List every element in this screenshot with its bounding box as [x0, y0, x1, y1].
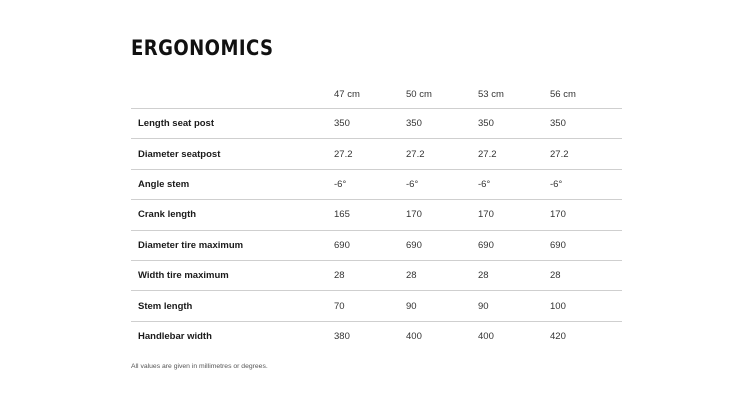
header-row — [131, 80, 622, 109]
table-cell: 90 — [406, 300, 417, 312]
column-header: 53 cm — [478, 88, 504, 100]
row-label: Handlebar width — [138, 330, 212, 342]
table-row — [131, 321, 622, 351]
table-cell: 350 — [478, 118, 494, 130]
ergonomics-table — [131, 80, 622, 351]
table-cell: 420 — [550, 330, 566, 342]
page-title: ERGONOMICS — [131, 36, 274, 60]
row-label: Width tire maximum — [138, 270, 229, 282]
table-row — [131, 169, 622, 199]
row-label: Angle stem — [138, 178, 190, 190]
table-row — [131, 139, 622, 169]
table-row — [131, 291, 622, 321]
row-label: Length seat post — [138, 118, 215, 130]
table-cell: -6° — [550, 178, 563, 190]
table-row — [131, 109, 622, 139]
table-cell: 170 — [478, 209, 494, 221]
table-cell: 170 — [550, 209, 566, 221]
table-cell: 27.2 — [334, 148, 353, 160]
table-cell: 400 — [406, 330, 422, 342]
table-cell: -6° — [478, 178, 491, 190]
table-row — [131, 260, 622, 290]
table-cell: 690 — [550, 239, 566, 251]
table-cell: 380 — [334, 330, 350, 342]
column-header: 50 cm — [406, 88, 432, 100]
column-header: 56 cm — [550, 88, 576, 100]
table-cell: 690 — [478, 239, 494, 251]
table-cell: 690 — [334, 239, 350, 251]
table-cell: 27.2 — [406, 148, 425, 160]
table-cell: 100 — [550, 300, 566, 312]
table-row — [131, 200, 622, 230]
row-label: Crank length — [138, 209, 197, 221]
table-cell: -6° — [406, 178, 419, 190]
table-cell: 90 — [478, 300, 489, 312]
row-label: Stem length — [138, 300, 193, 312]
table-cell: 27.2 — [478, 148, 497, 160]
table-cell: 70 — [334, 300, 345, 312]
header-empty-cell — [131, 80, 334, 109]
table-cell: 27.2 — [550, 148, 569, 160]
table-cell: 170 — [406, 209, 422, 221]
footnote: All values are given in millimetres or degrees. — [131, 363, 268, 370]
column-header: 47 cm — [334, 88, 360, 100]
table-cell: 28 — [478, 270, 489, 282]
row-label: Diameter seatpost — [138, 148, 221, 160]
table-cell: 350 — [406, 118, 422, 130]
row-label: Diameter tire maximum — [138, 239, 244, 251]
table-cell: 165 — [334, 209, 350, 221]
table-cell: 28 — [406, 270, 417, 282]
table-cell: 28 — [334, 270, 345, 282]
table-cell: 350 — [334, 118, 350, 130]
table-cell: 350 — [550, 118, 566, 130]
table-cell: 690 — [406, 239, 422, 251]
table-row — [131, 230, 622, 260]
table-cell: 28 — [550, 270, 561, 282]
table-cell: 400 — [478, 330, 494, 342]
table-cell: -6° — [334, 178, 347, 190]
